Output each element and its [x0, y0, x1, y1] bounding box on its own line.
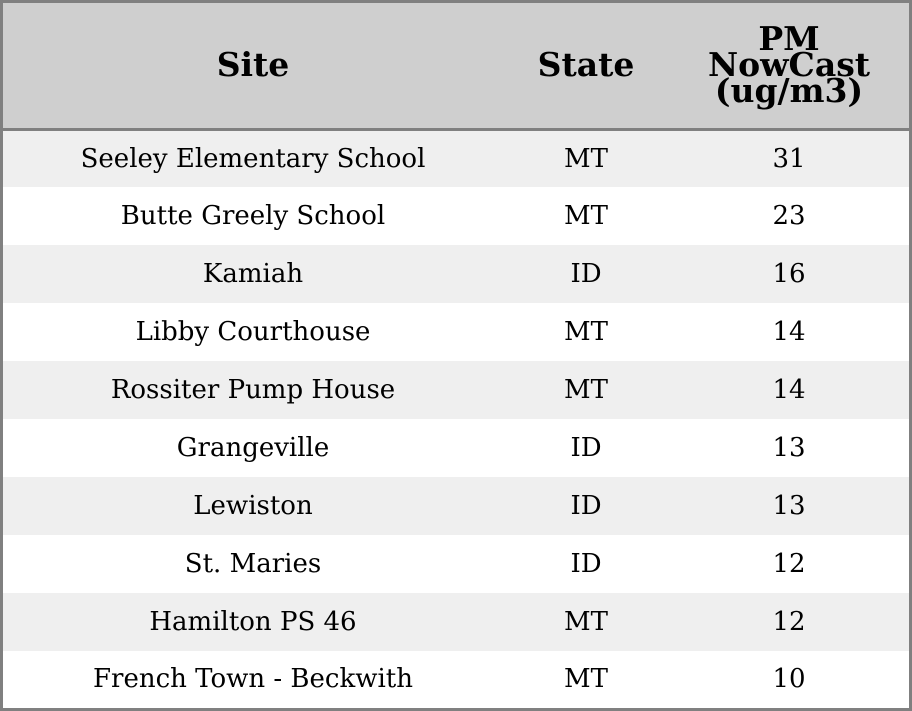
- pm-value-cell: 12: [669, 535, 909, 593]
- pm-nowcast-table: [3, 3, 909, 707]
- state-cell: MT: [503, 303, 669, 361]
- site-cell: Butte Greely School: [3, 187, 503, 245]
- pm-value-cell: 13: [669, 477, 909, 535]
- table-row: [3, 535, 909, 593]
- state-cell: MT: [503, 593, 669, 651]
- site-cell: Seeley Elementary School: [3, 129, 503, 187]
- column-header-state: State: [503, 3, 669, 129]
- state-cell: MT: [503, 361, 669, 419]
- table-row: [3, 419, 909, 477]
- site-cell: Grangeville: [3, 419, 503, 477]
- state-cell: MT: [503, 651, 669, 707]
- state-cell: MT: [503, 129, 669, 187]
- table-row: [3, 477, 909, 535]
- pm-value-cell: 12: [669, 593, 909, 651]
- state-cell: MT: [503, 187, 669, 245]
- state-cell: ID: [503, 535, 669, 593]
- table-row: [3, 187, 909, 245]
- column-header-pm-nowcast: PM NowCast (ug/m3): [669, 3, 909, 129]
- table-header-row: [3, 3, 909, 129]
- table-row: [3, 593, 909, 651]
- table-row: [3, 245, 909, 303]
- table-row: [3, 651, 909, 707]
- pm-value-cell: 31: [669, 129, 909, 187]
- pm-value-cell: 13: [669, 419, 909, 477]
- site-cell: Libby Courthouse: [3, 303, 503, 361]
- site-cell: St. Maries: [3, 535, 503, 593]
- pm-value-cell: 14: [669, 303, 909, 361]
- column-header-site: Site: [3, 3, 503, 129]
- site-cell: Lewiston: [3, 477, 503, 535]
- table-row: [3, 129, 909, 187]
- pm-value-cell: 10: [669, 651, 909, 707]
- table-row: [3, 303, 909, 361]
- site-cell: French Town - Beckwith: [3, 651, 503, 707]
- table-body: [3, 129, 909, 707]
- pm-value-cell: 23: [669, 187, 909, 245]
- pm-value-cell: 14: [669, 361, 909, 419]
- pm-value-cell: 16: [669, 245, 909, 303]
- state-cell: ID: [503, 419, 669, 477]
- table-row: [3, 361, 909, 419]
- state-cell: ID: [503, 245, 669, 303]
- state-cell: ID: [503, 477, 669, 535]
- site-cell: Kamiah: [3, 245, 503, 303]
- site-cell: Hamilton PS 46: [3, 593, 503, 651]
- site-cell: Rossiter Pump House: [3, 361, 503, 419]
